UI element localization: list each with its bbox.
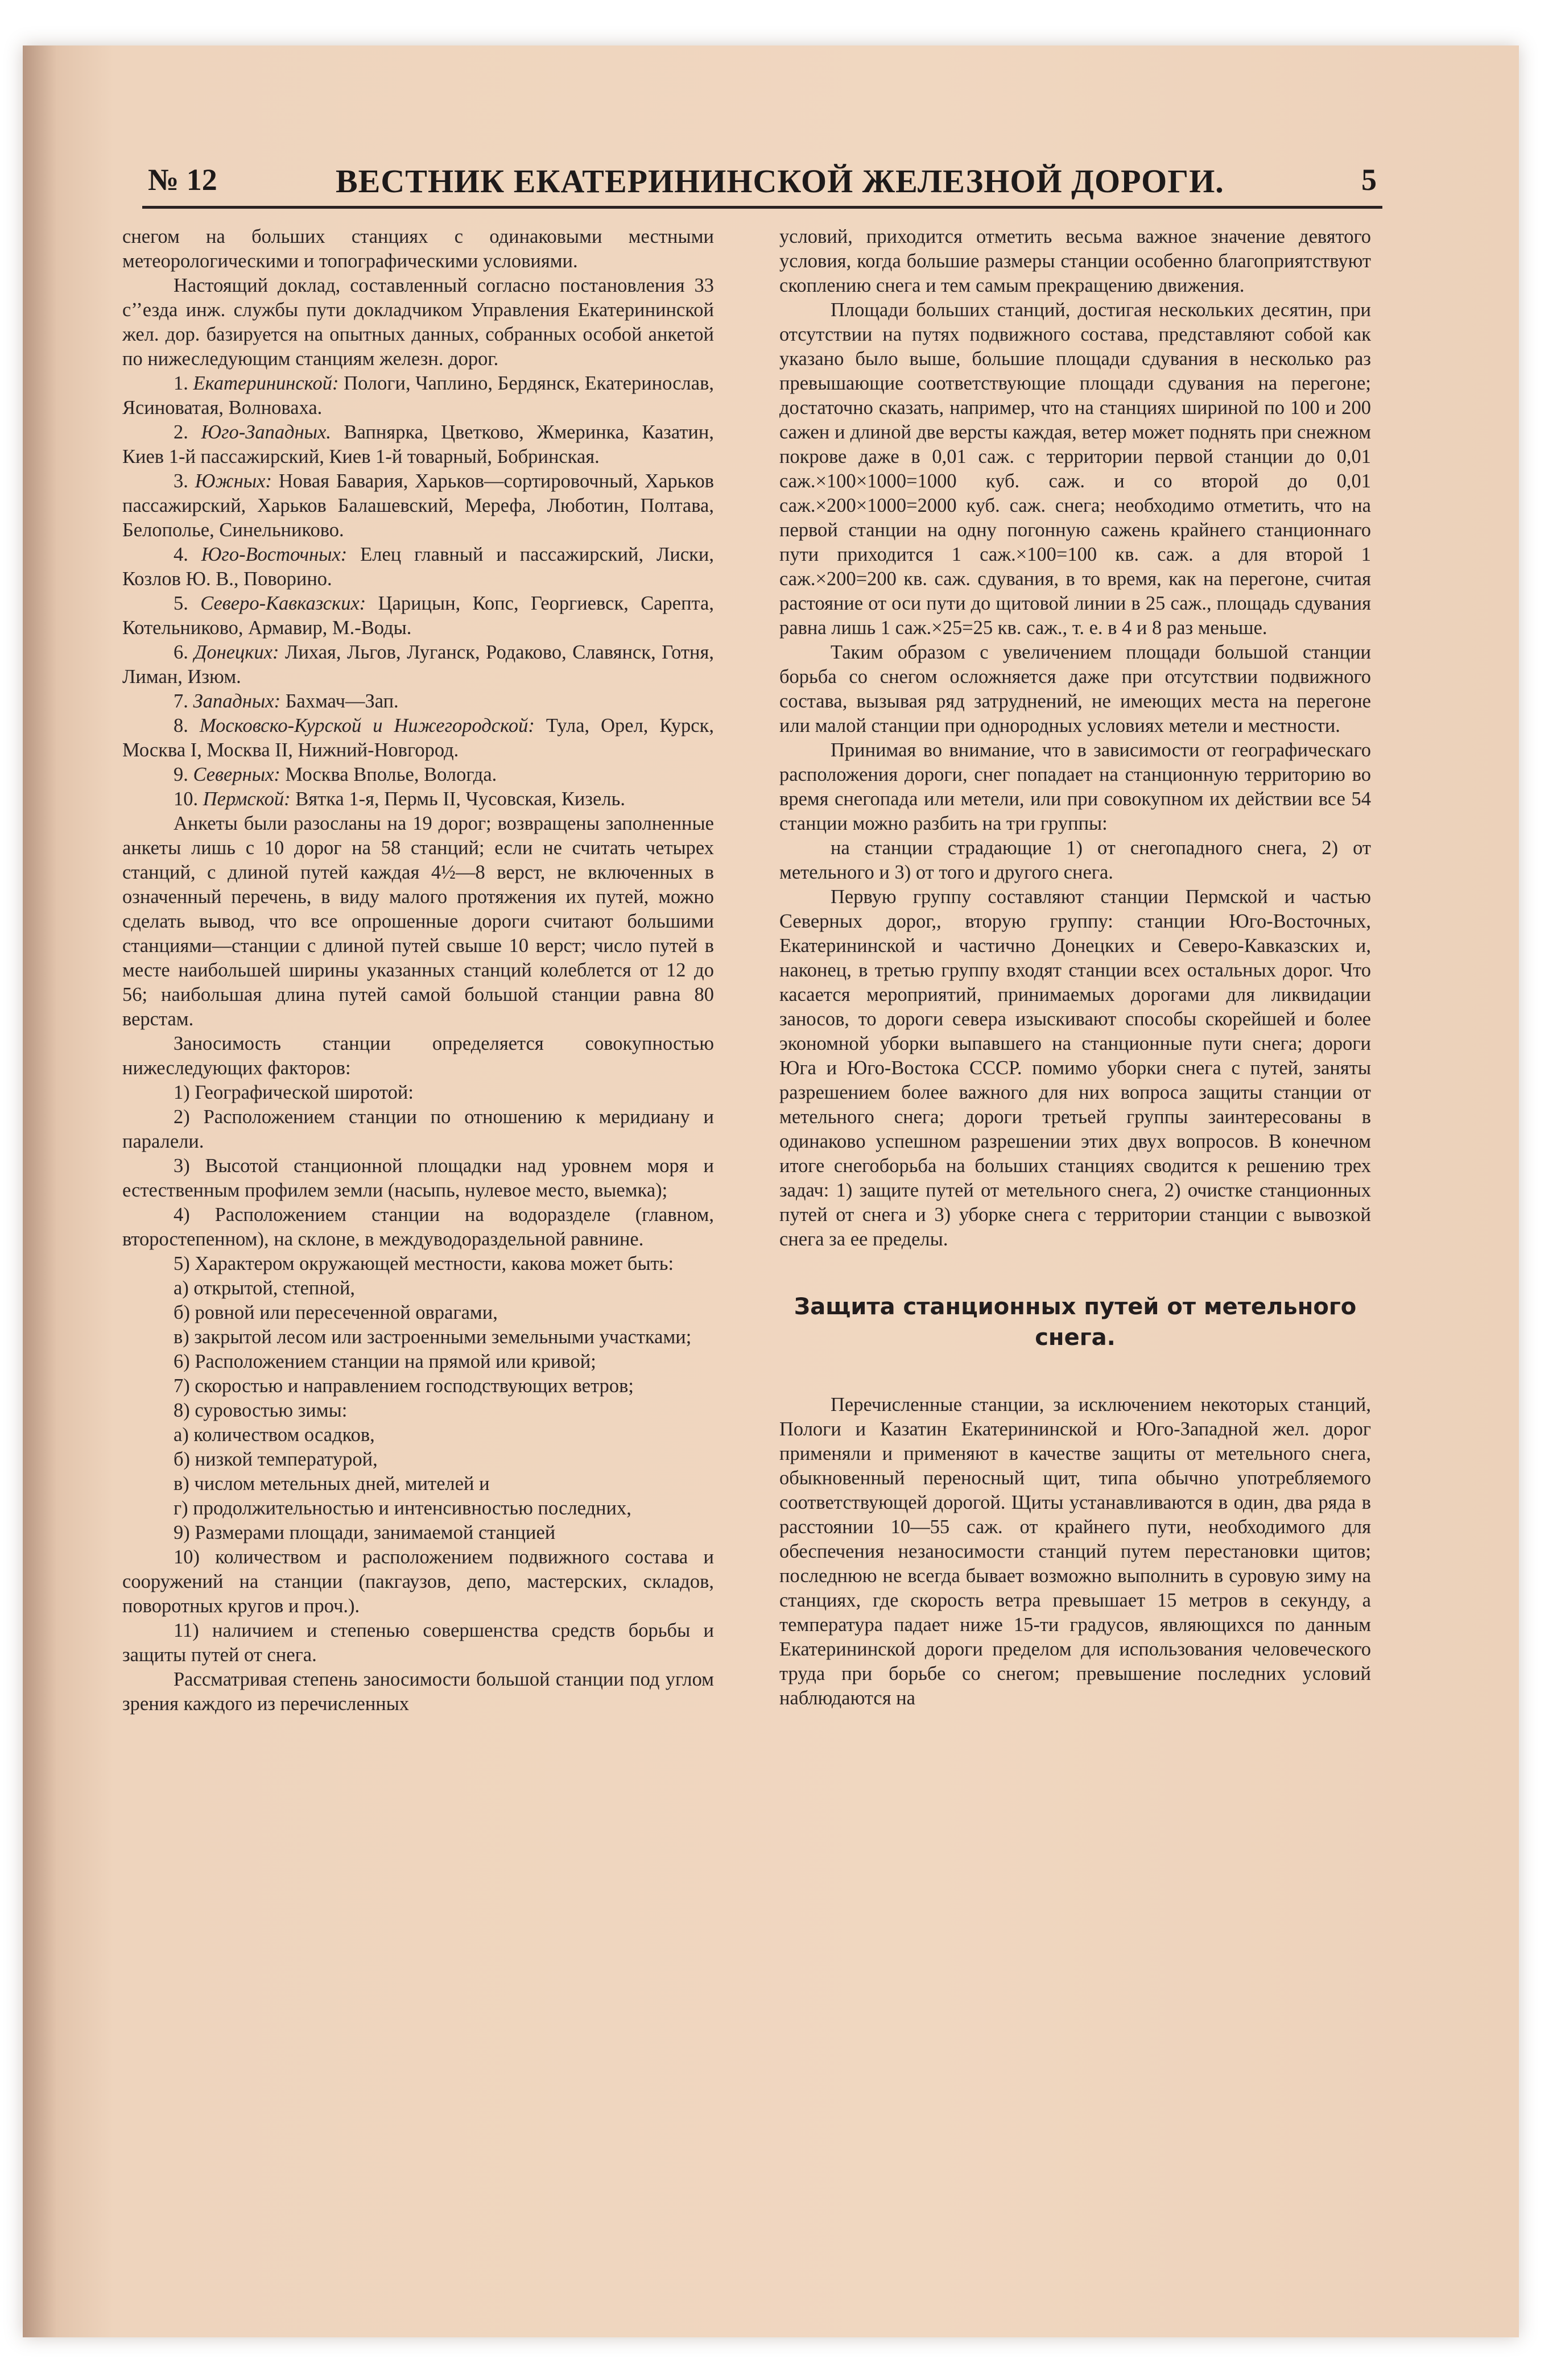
paragraph: снегом на больших станциях с одинаковыми местными метеорологическими и топографическими условиями. <box>122 226 714 272</box>
item-number: 6. <box>174 641 195 663</box>
paragraph: Таким образом с увеличением площади большой станции борьба со снегом осложняется даже при отсутствии подвижного состава, вызывая ряд затруднений, не имеющих места на перегоне или малой станции при однородных условиях метели и местности. <box>779 641 1371 736</box>
paragraph: Анкеты были разосланы на 19 дорог; возвращены заполненные анкеты лишь с 10 дорог на 58 станций; если не считать четырех станций, с длиной путей каждая 4½—8 верст, не включенных в означенный перечень, в виду малого протяжения их путей, можно сделать вывод, что все опрошенные дороги считают большими станциями—станции с длиной путей свыше 10 верст; число путей в месте наибольшей ширины указанных станций колеблется от 12 до 56; наибольшая длина путей самой большой станции равна 80 верстам. <box>122 813 714 1030</box>
station-names: Новая Бавария, Харьков—сортировочный, Харьков пассажирский, Харьков Балашевский, Мерефа, Люботин, Полтава, Белополье, Синельниково. <box>122 470 715 541</box>
paragraph: г) продолжительностью и интенсивностью последних, <box>174 1497 631 1519</box>
station-list-item <box>122 640 714 689</box>
station-names: Тула, Орел, Курск, Москва I, Москва II, Нижний-Новгород. <box>122 715 715 761</box>
road-name: Донецких: <box>194 641 279 663</box>
road-name: Северо-Кавказских: <box>200 593 366 614</box>
page-number: 5 <box>1361 163 1377 197</box>
item-number: 2. <box>174 421 201 443</box>
station-list-item <box>122 371 714 420</box>
issue-number: № 12 <box>148 163 217 197</box>
paragraph: в) закрытой лесом или застроенными земельными участками; <box>174 1326 692 1348</box>
paragraph: Настоящий доклад, составленный согласно постановления 33 с’’езда инж. службы пути докладчиком Управления Екатерининской жел. дор. базируется на опытных данных, собранных особой анкетой по нижеследующим станциям железн. дорог. <box>122 275 714 370</box>
paragraph: условий, приходится отметить весьма важное значение девятого условия, когда большие размеры станции особенно благоприятствуют скоплению снега и тем самым прекращению движения. <box>779 226 1371 296</box>
item-number: 5. <box>174 593 201 614</box>
road-name: Юго-Западных. <box>201 421 331 443</box>
paragraph: 9) Размерами площади, занимаемой станцией <box>174 1522 556 1543</box>
section-heading: Защита станционных путей от метельного снега. <box>794 1294 1357 1351</box>
item-number: 1. <box>174 372 193 394</box>
item-number: 10. <box>174 788 203 810</box>
paragraph: 8) суровостью зимы: <box>174 1400 348 1421</box>
station-names: Елец главный и пассажирский, Лиски, Козлов Ю. В., Поворино. <box>122 544 715 590</box>
road-name: Юго-Восточных: <box>201 544 348 565</box>
station-names: Москва Вполье, Вологда. <box>280 764 497 785</box>
station-names: Вапнярка, Цветково, Жмеринка, Казатин, Киев 1-й пассажирский, Киев 1-й товарный, Бобринская. <box>122 421 714 467</box>
paragraph: 1) Географической широтой: <box>174 1082 414 1103</box>
paragraph: на станции страдающие 1) от снегопадного снега, 2) от метельного и 3) от того и другого снега. <box>779 837 1371 883</box>
road-name: Екатерининской: <box>193 372 339 394</box>
paragraph: 5) Характером окружающей местности, какова может быть: <box>174 1253 674 1274</box>
page-header <box>148 162 1377 208</box>
paragraph: а) количеством осадков, <box>174 1424 375 1446</box>
road-name: Пермской: <box>203 788 291 810</box>
item-number: 7. <box>174 690 193 712</box>
publication-title: ВЕСТНИК ЕКАТЕРИНИНСКОЙ ЖЕЛЕЗНОЙ ДОРОГИ. <box>336 163 1224 200</box>
station-list-item <box>122 689 714 714</box>
header-rule <box>142 206 1382 209</box>
station-list-item <box>122 420 714 469</box>
paragraph: 2) Расположением станции по отношению к меридиану и паралели. <box>122 1106 714 1152</box>
item-number: 3. <box>174 470 195 492</box>
road-name: Южных: <box>195 470 272 492</box>
paragraph: 11) наличием и степенью совершенства средств борьбы и защиты путей от снега. <box>122 1620 714 1666</box>
paragraph: б) ровной или пересеченной оврагами, <box>174 1302 498 1323</box>
paragraph: б) низкой температурой, <box>174 1448 378 1470</box>
paragraph: Рассматривая степень заносимости большой станции под углом зрения каждого из перечисленных <box>122 1669 714 1715</box>
paragraph: 10) количеством и расположением подвижного состава и сооружений на станции (пакгаузов, депо, мастерских, складов, поворотных кругов и проч.). <box>122 1546 714 1617</box>
station-names: Бахмач—Зап. <box>280 690 399 712</box>
station-names: Пологи, Чаплино, Бердянск, Екатеринослав, Ясиноватая, Волноваха. <box>122 372 715 419</box>
station-names: Царицын, Копс, Георгиевск, Сарепта, Котельниково, Армавир, М.-Воды. <box>122 593 714 639</box>
station-list-item <box>122 469 714 543</box>
station-list-item <box>122 591 714 640</box>
item-number: 8. <box>174 715 200 736</box>
paragraph: Принимая во внимание, что в зависимости от географическаго расположения дороги, снег попадает на станционную территорию во время снегопада или метели, или при совокупном их действии все 54 станции можно разбить на три группы: <box>779 739 1371 834</box>
paragraph: 7) скоростью и направлением господствующих ветров; <box>174 1375 634 1397</box>
paragraph: в) числом метельных дней, мителей и <box>174 1473 490 1495</box>
item-number: 9. <box>174 764 193 785</box>
station-list-item <box>122 543 714 591</box>
station-list-item <box>122 787 714 812</box>
left-column <box>122 225 714 1716</box>
paragraph: Перечисленные станции, за исключением некоторых станций, Пологи и Казатин Екатерининской и Юго-Западной жел. дорог применяли и применяют в качестве защиты от метельного снега, обыкновенный переносный щит, типа обычно употребляемого соответствующей дорогой. Щиты устанавливаются в один, два ряда в расстоянии 10—55 саж. от крайнего пути, необходимого для обеспечения незаносимости станций путем перестановки щитов; последнюю не всегда бывает возможно выполнить в суровую зиму на станциях, где скорость ветра превышает 15 метров в секунду, а температура падает ниже 15-ти градусов, являющихся по данным Екатерининской дороги пределом для использования человеческого труда при борьбе со снегом; превышение последних условий наблюдаются на <box>779 1394 1371 1709</box>
paragraph: 6) Расположением станции на прямой или кривой; <box>174 1351 596 1372</box>
right-column <box>779 225 1371 1711</box>
paragraph: Заносимость станции определяется совокупностью нижеследующих факторов: <box>122 1033 714 1079</box>
station-names: Лихая, Льгов, Луганск, Родаково, Славянск, Готня, Лиман, Изюм. <box>122 641 714 688</box>
paragraph: Первую группу составляют станции Пермской и частью Северных дорог,, вторую группу: станции Юго-Восточных, Екатерининской и частично Донецких и Северо-Кавказских и, наконец, в третью группу входят станции всех остальных дорог. Что касается мероприятий, принимаемых дорогами для ликвидации заносов, то дороги севера изыскивают способы скорейшей и более экономной уборки выпавшего на станционные пути снега; дороги Юга и Юго-Востока СССР. помимо уборки снега с путей, заняты разрешением более важного для них вопроса защиты станции от метельного снега; дороги третьей группы заинтересованы в одинаково успешном разрешении этих двух вопросов. В конечном итоге снегоборьба на больших станциях сводится к решению трех задач: 1) защите путей от метельного снега, 2) очистке станционных путей от снега и 3) уборке снега с территории станции с вывозкой снега за ее пределы. <box>779 886 1371 1250</box>
station-list-item <box>122 714 714 763</box>
paragraph: Площади больших станций, достигая нескольких десятин, при отсутствии на путях подвижного состава, представляют собой как указано было выше, большие площади сдувания в несколько раз превышающие соответствующие площади сдувания на перегоне; достаточно сказать, например, что на станциях шириной по 100 и 200 сажен и длиной две версты каждая, ветер может поднять при снежном покрове даже в 0,01 саж. с территории первой станции до 0,01 саж.×100×1000=1000 куб. саж. и со второй до 0,01 саж.×200×1000=2000 куб. саж. снега; необходимо отметить, что на первой станции на одну погонную сажень крайнего станционнаго пути приходится 1 саж.×100=100 кв. саж. а для второй 1 саж.×200=200 кв. саж. сдувания, в то время, как на перегоне, считая растояние от оси пути до щитовой линии в 25 саж., площадь сдувания равна лишь 1 саж.×25=25 кв. саж., т. е. в 4 и 8 раз меньше. <box>779 299 1371 639</box>
road-name: Московско-Курской и Нижегородской: <box>199 715 535 736</box>
station-names: Вятка 1-я, Пермь II, Чусовская, Кизель. <box>290 788 625 810</box>
station-list-item <box>122 763 714 787</box>
paragraph: 4) Расположением станции на водоразделе (главном, второстепенном), на склоне, в междуводораздельной равнине. <box>122 1204 714 1250</box>
paragraph: а) открытой, степной, <box>174 1277 356 1299</box>
road-name: Западных: <box>193 690 281 712</box>
road-name: Северных: <box>193 764 280 785</box>
item-number: 4. <box>174 544 201 565</box>
paragraph: 3) Высотой станционной площадки над уровнем моря и естественным профилем земли (насыпь, нулевое место, выемка); <box>122 1155 714 1201</box>
